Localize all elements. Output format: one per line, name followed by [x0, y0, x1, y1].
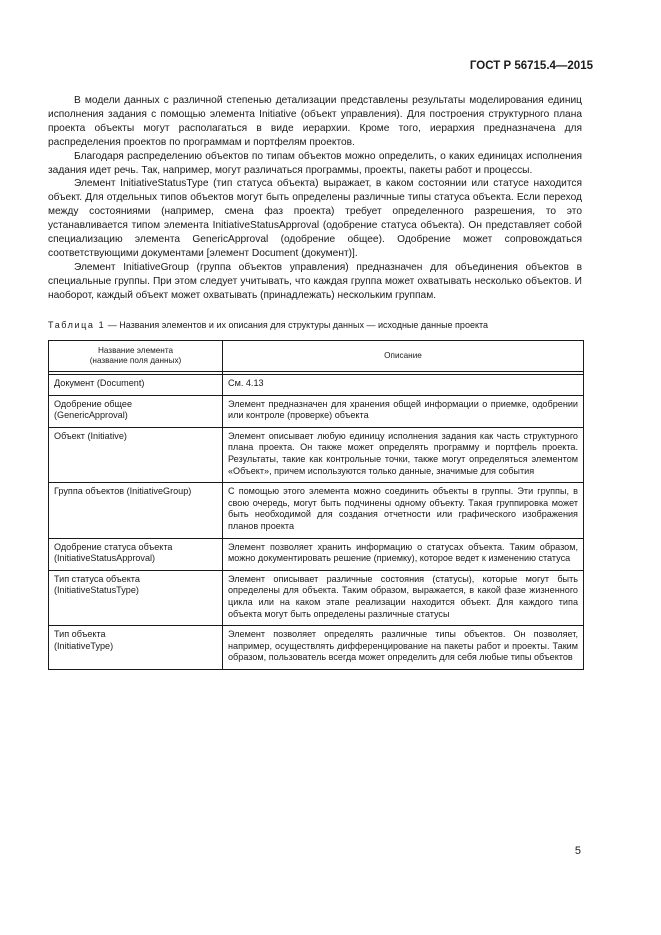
table-row [49, 427, 584, 482]
element-name-cell: Группа объектов (InitiativeGroup) [49, 483, 223, 538]
body-text [48, 94, 582, 303]
element-name-cell: Одобрение общее (GenericApproval) [49, 395, 223, 427]
elements-table [48, 340, 584, 670]
element-description-cell: Элемент описывает любую единицу исполнения задания как часть структурного плана проекта. Он также может определять программу и портфель проекта. Результаты, такие как контрольные точки, также могут определяться элементом «Объект», причем используются только данные, значимые для события [223, 427, 584, 482]
element-description-cell: Элемент описывает различные состояния (статусы), которые могут быть определены для объекта. Таким образом, выражается, в какой фазе жизненного цикла или на каком этапе реализации находится объект. Для каждого типа объекта могут быть определены различные статусы [223, 570, 584, 625]
element-description-cell: Элемент позволяет хранить информацию о статусах объекта. Таким образом, можно документировать решение (приемку), которое ведет к изменению статуса [223, 538, 584, 570]
table-row [49, 483, 584, 538]
table-row [49, 538, 584, 570]
document-code: ГОСТ Р 56715.4—2015 [469, 60, 593, 72]
table-header-row [49, 341, 584, 372]
table-row [49, 626, 584, 670]
paragraph: Благодаря распределению объектов по типам объектов можно определить, о каких единицах исполнения задания идет речь. Так, например, могут различаться программы, проекты, пакеты работ и процессы. [48, 150, 582, 176]
table-caption [48, 320, 588, 330]
paragraph: Элемент InitiativeStatusType (тип статуса объекта) выражает, в каком состоянии или статусе находится объект. Для отдельных типов объектов могут быть определены различные типы статуса объекта. Если переход между состояниями (например, смена фаз проекта) требует определенного разрешения, то это устанавливается типом элемента InitiativeStatusApproval (одобрение статуса объекта). Он представляет собой специализацию элемента GenericApproval (одобрение общее). Одобрение может сопровождаться соответствующими документами [элемент Document (документ)]. [48, 178, 582, 259]
element-description-cell: Элемент позволяет определять различные типы объектов. Он позволяет, например, осуществлять дифференцирование на пакеты работ и проекты. Таким образом, пользователь всегда может определить для себя любые типы объектов [223, 626, 584, 670]
paragraph: В модели данных с различной степенью детализации представлены результаты моделирования единиц исполнения задания с помощью элемента Initiative (объект управления). Для построения структурного плана проекта объекты могут располагаться в виде иерархии. Кроме того, иерархия предназначена для распределения проектов по программам и портфелям проектов. [48, 95, 582, 148]
page-number: 5 [574, 845, 581, 857]
element-name-cell: Документ (Document) [49, 375, 223, 396]
table-row [49, 570, 584, 625]
element-name-cell: Объект (Initiative) [49, 427, 223, 482]
column-header-description: Описание [223, 341, 584, 372]
element-name-cell: Тип объекта (InitiativeType) [49, 626, 223, 670]
element-description-cell: С помощью этого элемента можно соединить объекты в группы. Эти группы, в свою очередь, могут быть подчинены одному объекту. Такая группировка может быть необходимой для создания отчетности или графического изображения планов проекта [223, 483, 584, 538]
table-row [49, 375, 584, 396]
table-caption-label: Таблица 1 [48, 320, 106, 330]
element-description-cell: Элемент предназначен для хранения общей информации о приемке, одобрении или контроле (проверке) объекта [223, 395, 584, 427]
column-header-name: Название элемента (название поля данных) [49, 341, 223, 372]
paragraph: Элемент InitiativeGroup (группа объектов управления) предназначен для объединения объектов в специальные группы. При этом следует учитывать, что каждая группа может охватывать несколько объектов. И наоборот, каждый объект может охватывать (принадлежать) нескольким группам. [48, 261, 582, 301]
element-name-cell: Одобрение статуса объекта (InitiativeStatusApproval) [49, 538, 223, 570]
element-description-cell: См. 4.13 [223, 375, 584, 396]
table-caption-text: — Названия элементов и их описания для структуры данных — исходные данные проекта [105, 320, 489, 330]
table-row [49, 395, 584, 427]
element-name-cell: Тип статуса объекта (InitiativeStatusType) [49, 570, 223, 625]
